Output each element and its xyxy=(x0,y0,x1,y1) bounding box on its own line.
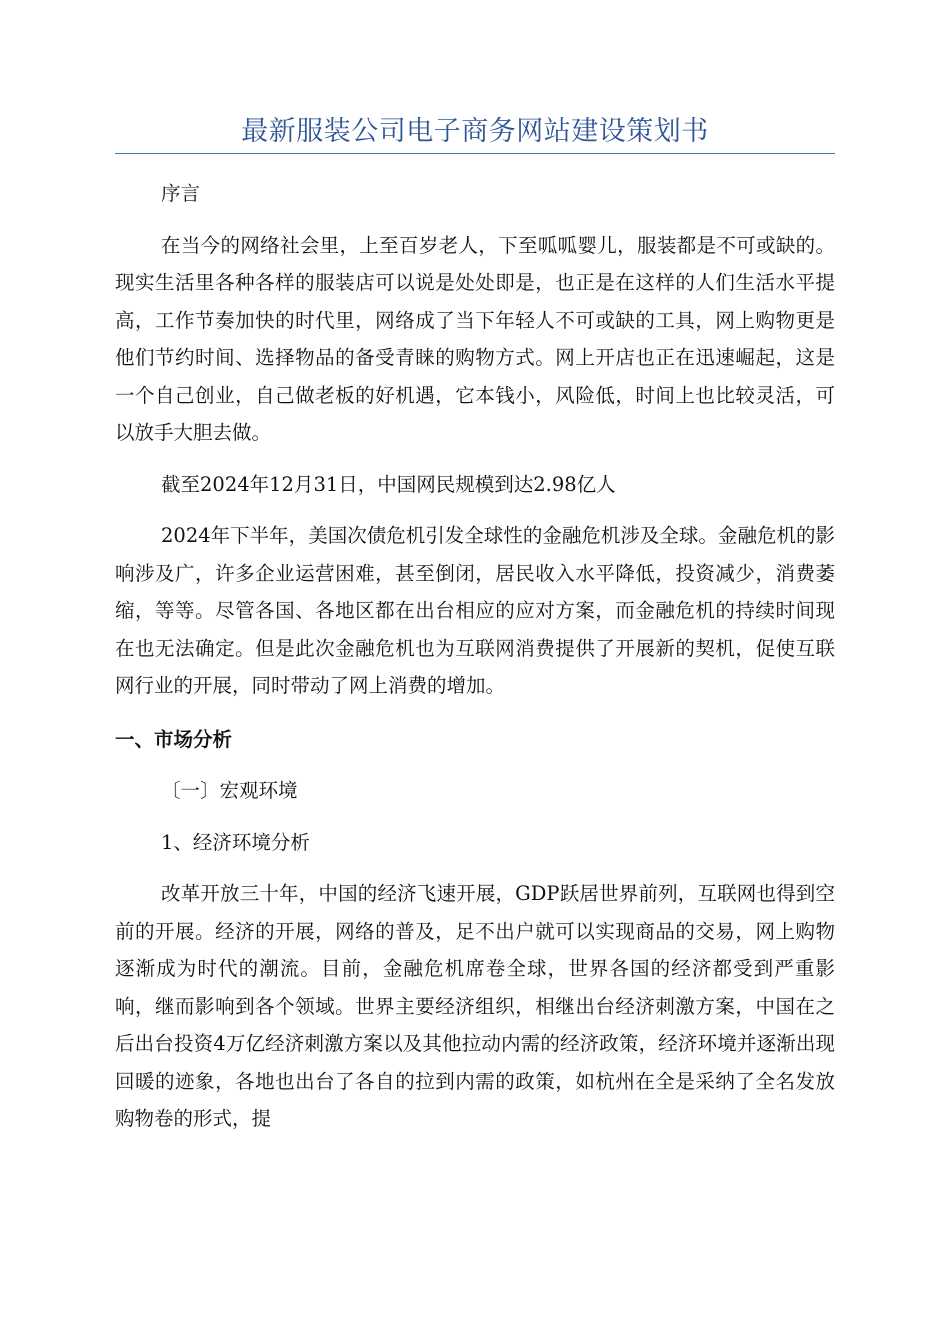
title-underline xyxy=(115,153,835,154)
subsection-heading-macro-environment: 〔一〕宏观环境 xyxy=(161,779,298,802)
financial-crisis-paragraph: 2024年下半年，美国次债危机引发全球性的金融危机涉及全球。金融危机的影响涉及广，许多企业运营困难，甚至倒闭，居民收入水平降低，投资减少，消费萎缩，等等。尽管各国、各地区都在出台相应的应对方案，而金融危机的持续时间现在也无法确定。但是此次金融危机也为互联网消费提供了开展新的契机，促使互联网行业的开展，同时带动了网上消费的增加。 xyxy=(115,524,835,697)
economic-environment-paragraph: 改革开放三十年，中国的经济飞速开展，GDP跃居世界前列，互联网也得到空前的开展。经济的开展，网络的普及，足不出户就可以实现商品的交易，网上购物逐渐成为时代的潮流。目前，金融危机席卷全球，世界各国的经济都受到严重影响，继而影响到各个领域。世界主要经济组织，相继出台经济刺激方案，中国在之后出台投资4万亿经济刺激方案以及其他拉动内需的经济政策，经济环境并逐渐出现回暖的迹象，各地也出台了各自的拉到内需的政策，如杭州在全是采纳了全名发放购物卷的形式，提 xyxy=(115,882,835,1130)
preface-paragraph: 在当今的网络社会里，上至百岁老人，下至呱呱婴儿，服装都是不可或缺的。现实生活里各种各样的服装店可以说是处处即是，也正是在这样的人们生活水平提高，工作节奏加快的时代里，网络成了当下年轻人不可或缺的工具，网上购物更是他们节约时间、选择物品的备受青睐的购物方式。网上开店也正在迅速崛起，这是一个自己创业，自己做老板的好机遇，它本钱小，风险低，时间上也比较灵活，可以放手大胆去做。 xyxy=(115,233,835,444)
document-body xyxy=(115,175,835,1138)
preface-heading: 序言 xyxy=(161,182,201,205)
netizen-statistic: 截至2024年12月31日，中国网民规模到达2.98亿人 xyxy=(161,472,616,496)
item-heading-economic-analysis: 1、经济环境分析 xyxy=(161,830,310,854)
section-heading-market-analysis: 一、市场分析 xyxy=(115,727,233,751)
document-title: 最新服装公司电子商务网站建设策划书 xyxy=(241,116,709,147)
